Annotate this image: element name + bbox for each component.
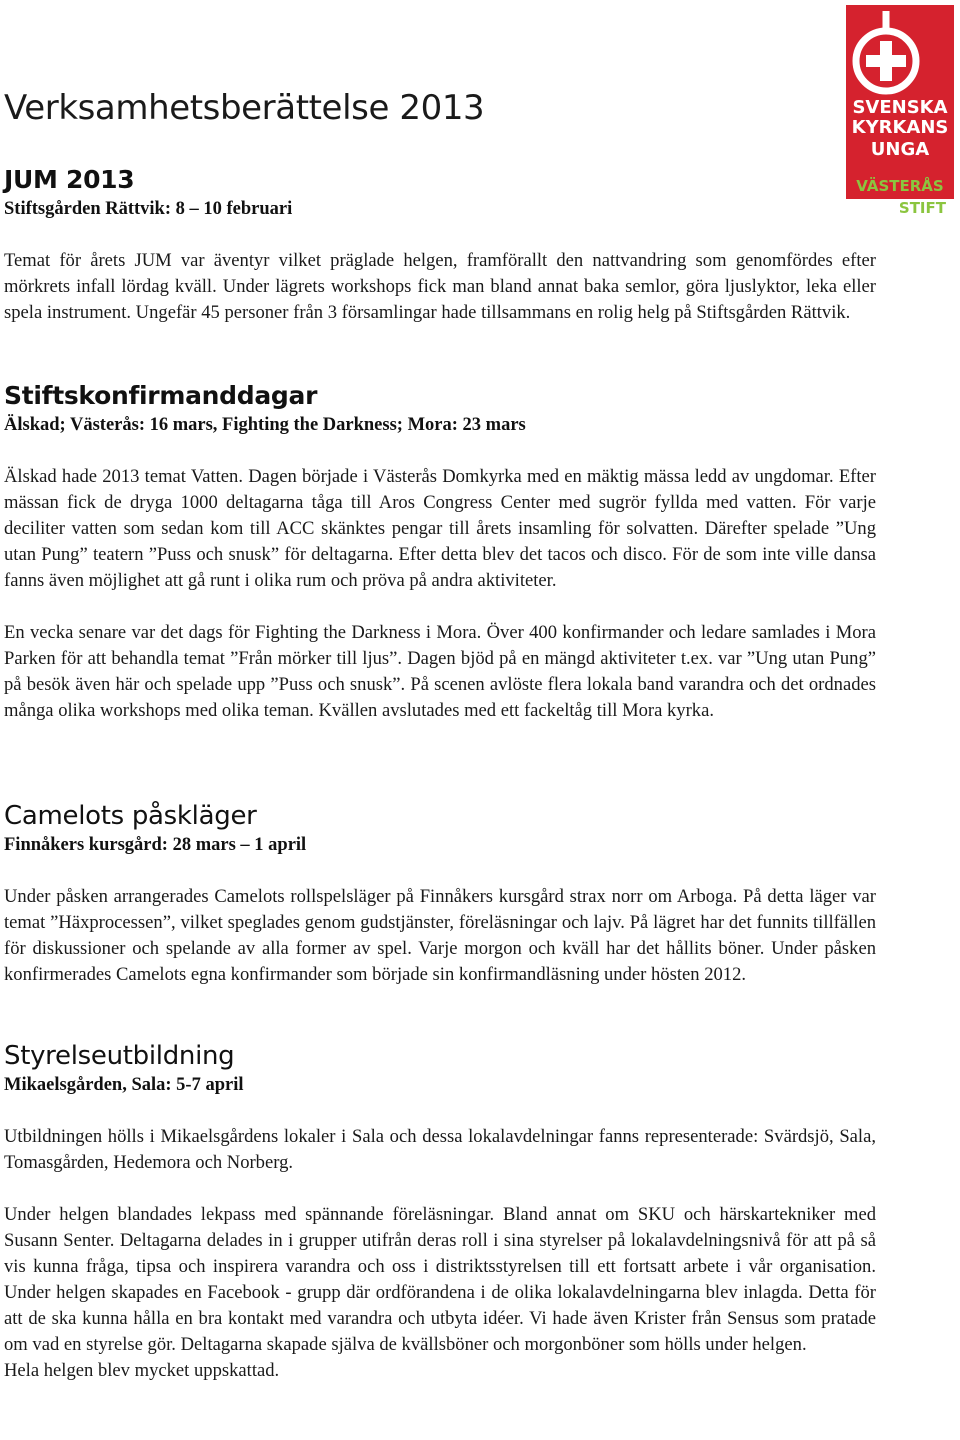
paragraph: Under helgen blandades lekpass med spännande föreläsningar. Bland annat om SKU och härskartekniker med Susann Senter. Deltagarna delades in i grupper utifrån deras roll i sina styrelser på lokalavdelningsnivå för att på så vis kunna fråga, tipsa och inspirera varandra och oss i distriktsstyrelsen till ett fortsatt arbete i vår organisation. Under helgen skapades en Facebook - grupp där ordförandena i de olika lokalavdelningarna blev inlagda. Detta för att de ska kunna hålla en bra kontakt med varandra och utbyta idéer. Vi hade även Krister från Sensus som pratade om vad en styrelse gör. Deltagarna skapade själva de kvällsböner och morgonböner som hölls under helgen. <box>4 1204 876 1355</box>
section-subtitle: Mikaelsgården, Sala: 5-7 april <box>4 1075 244 1095</box>
paragraph: Temat för årets JUM var äventyr vilket präglade helgen, framförallt den nattvandring som genomfördes efter mörkrets infall lördag kväll. Under lägrets workshops fick man bland annat baka semlor, göra ljuslyktor, leka eller spela instrument. Ungefär 45 personer från 3 församlingar hade tillsammans en rolig helg på Stiftsgården Rättvik. <box>4 250 876 323</box>
paragraph: Hela helgen blev mycket uppskattad. <box>4 1360 280 1381</box>
logo-line-5: STIFT <box>898 199 946 215</box>
logo-line-1: SVENSKA <box>852 97 948 118</box>
section-title: Camelots påskläger <box>4 801 257 831</box>
paragraph: Älskad hade 2013 temat Vatten. Dagen började i Västerås Domkyrka med en mäktig mässa ledd av ungdomar. Efter mässan fick de dryga 1000 deltagarna tåga till Aros Congress Center med sugrör fyllda med vatten. För varje deciliter vatten som sedan kom till ACC skänktes pengar till årets insamling för solvatten. Därefter spelade ”Ung utan Pung” teatern ”Puss och snusk” för deltagarna. Efter detta blev det tacos och disco. För de som inte ville dansa fanns även möjlighet att gå runt i olika rum och pröva på andra aktiviteter. <box>4 466 876 591</box>
section-title: JUM 2013 <box>4 165 135 194</box>
section-camelots-paskläger <box>4 800 876 988</box>
document-title: Verksamhetsberättelse 2013 <box>4 88 485 128</box>
section-subtitle: Finnåkers kursgård: 28 mars – 1 april <box>4 835 307 855</box>
section-styrelseutbildning <box>4 1040 876 1384</box>
section-title: Styrelseutbildning <box>4 1041 235 1071</box>
paragraph: En vecka senare var det dags för Fighting the Darkness i Mora. Över 400 konfirmander och ledare samlades i Mora Parken för att behandla temat ”Från mörker till ljus”. Dagen bjöd på en mängd aktiviteter t.ex. var ”Ung utan Pung” på besök även här och spelade upp ”Puss och snusk”. På scenen avlöste flera lokala band varandra och det ordnades många olika workshops med olika teman. Kvällen avslutades med ett fackeltåg till Mora kyrka. <box>4 622 876 721</box>
logo-line-2: KYRKANS <box>851 117 949 138</box>
section-subtitle: Älskad; Västerås: 16 mars, Fighting the Darkness; Mora: 23 mars <box>4 415 526 435</box>
section-stiftskonfirmanddagar <box>4 380 876 724</box>
section-subtitle: Stiftsgården Rättvik: 8 – 10 februari <box>4 199 293 219</box>
paragraph: Utbildningen hölls i Mikaelsgårdens lokaler i Sala och dessa lokalavdelningar fanns representerade: Svärdsjö, Sala, Tomasgården, Hedemora och Norberg. <box>4 1126 876 1173</box>
logo-line-4: VÄSTERÅS <box>856 177 944 195</box>
logo-line-3: UNGA <box>870 139 930 160</box>
section-jum <box>4 164 876 326</box>
paragraph: Under påsken arrangerades Camelots rollspelsläger på Finnåkers kursgård strax norr om Arboga. På detta läger var temat ”Häxprocessen”, vilket speglades genom gudstjänster, föreläsningar och lajv. På lägret har det funnits tillfällen för diskussioner och spelande av alla former av spel. Varje morgon och kväll har det hållits böner. Under påsken konfirmerades Camelots egna konfirmander som började sin konfirmandläsning under hösten 2012. <box>4 886 876 985</box>
section-title: Stiftskonfirmanddagar <box>4 381 318 410</box>
